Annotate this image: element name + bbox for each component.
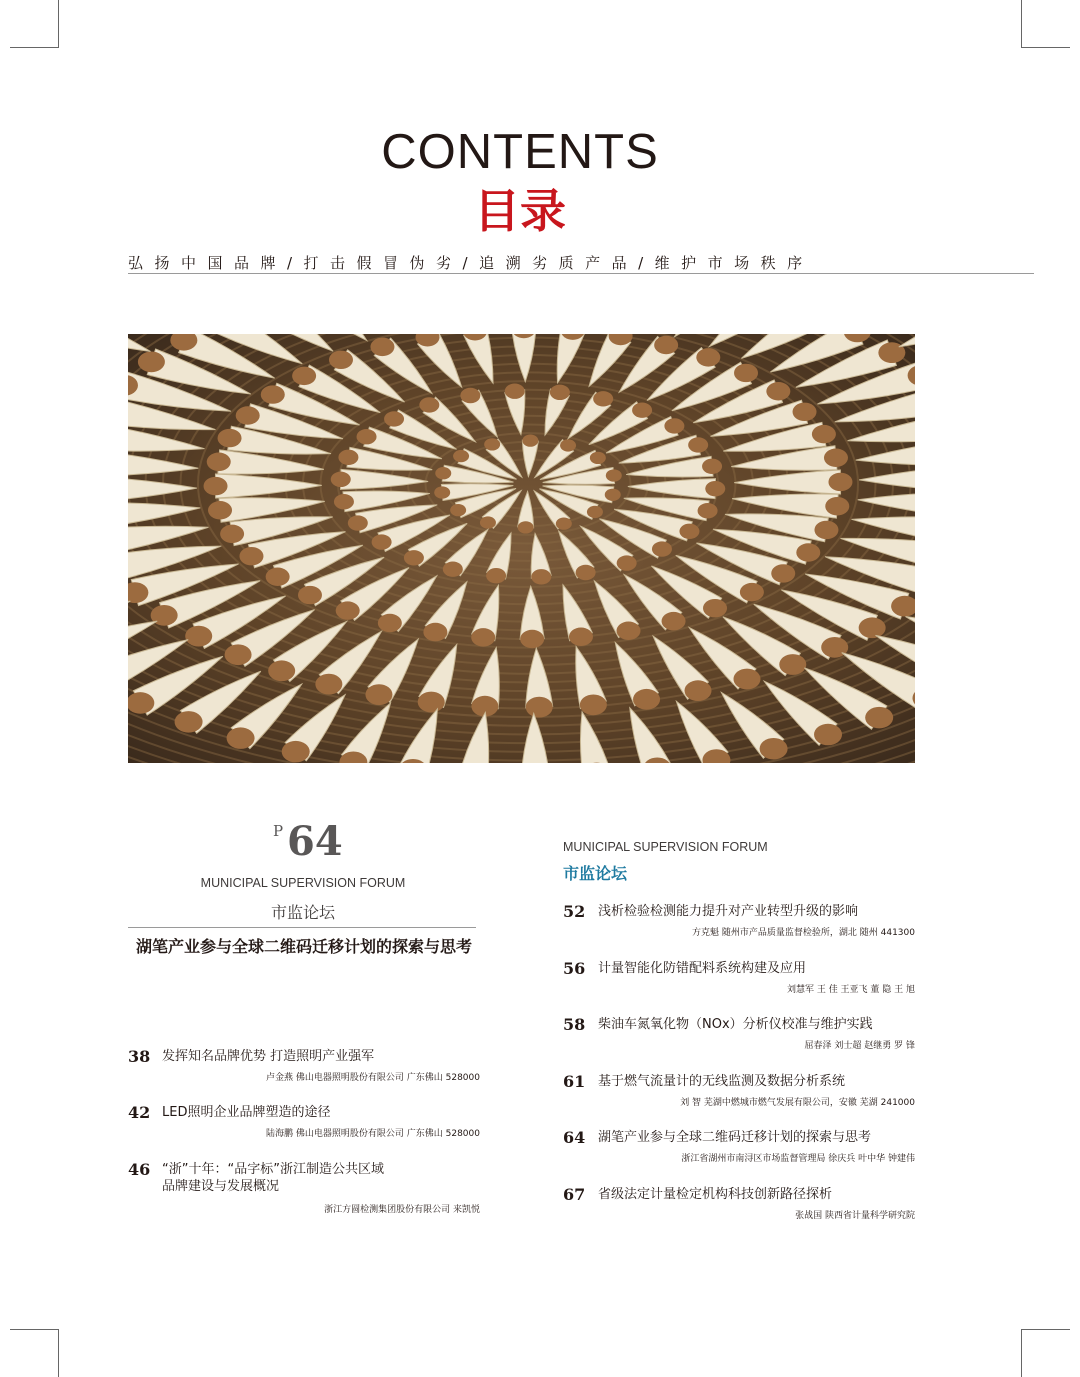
toc-title: 省级法定计量检定机构科技创新路径探析 [598,1187,833,1202]
toc-title: “浙”十年：“品字标”浙江制造公共区域 [162,1162,384,1177]
toc-title: 基于燃气流量计的无线监测及数据分析系统 [598,1074,846,1089]
page-title-cn: 目录 [474,184,566,238]
cover-photo [128,334,915,763]
toc-page-number: 61 [563,1072,586,1091]
toc-page-number: 52 [563,902,586,921]
toc-author: 张战国 陕西省计量科学研究院 [795,1211,915,1221]
toc-page-number: 64 [563,1128,586,1147]
toc-entry[interactable] [128,1047,480,1087]
feature-section-cn: 市监论坛 [270,903,335,922]
toc-entry[interactable] [563,1185,915,1225]
toc-entry[interactable] [128,1103,480,1143]
toc-entry[interactable] [563,1128,915,1168]
toc-entry[interactable] [563,902,915,942]
divider [128,927,476,928]
toc-author: 方克魁 随州市产品质量监督检验所，湖北 随州 441300 [692,928,915,938]
toc-title-line2: 品牌建设与发展概况 [162,1179,280,1194]
toc-author: 浙江省湖州市南浔区市场监督管理局 徐庆兵 叶中华 钟建伟 [681,1154,915,1164]
toc-author: 刘 智 芜湖中燃城市燃气发展有限公司，安徽 芜湖 241000 [680,1098,915,1108]
toc-entry[interactable] [563,1015,915,1055]
brush-tips-illustration [128,334,915,763]
toc-author: 浙江方圆检测集团股份有限公司 来凯悦 [324,1205,480,1215]
divider [128,273,1034,274]
crop-mark [58,1329,59,1377]
crop-mark [1021,1329,1022,1377]
toc-page-number: 38 [128,1047,151,1066]
toc-title: 湖笔产业参与全球二维码迁移计划的探索与思考 [598,1130,872,1145]
toc-author: 屈春泽 刘士超 赵继勇 罗 锋 [804,1041,915,1051]
toc-page-number: 58 [563,1015,586,1034]
toc-title: 计量智能化防错配料系统构建及应用 [598,961,807,976]
feature-page-prefix: P [273,822,284,840]
toc-entry[interactable] [563,959,915,999]
page-title-en: CONTENTS [381,125,659,179]
slogan: 弘扬中国品牌/打击假冒伪劣/追溯劣质产品/维护市场秩序 [128,254,814,272]
feature-title: 湖笔产业参与全球二维码迁移计划的探索与思考 [135,937,472,956]
feature-section-en: MUNICIPAL SUPERVISION FORUM [200,876,406,890]
crop-mark [1022,1329,1070,1330]
toc-page-number: 42 [128,1103,151,1122]
toc-entry[interactable] [563,1072,915,1112]
toc-author: 刘慧军 王 佳 王亚飞 董 隐 王 旭 [786,985,915,995]
toc-title: 柴油车氮氧化物（NOx）分析仪校准与维护实践 [598,1017,873,1032]
toc-page-number: 67 [563,1185,586,1204]
toc-title: 浅析检验检测能力提升对产业转型升级的影响 [598,904,859,919]
crop-mark [1021,0,1022,48]
section-heading-cn: 市监论坛 [563,864,628,883]
crop-mark [58,0,59,48]
section-heading-en: MUNICIPAL SUPERVISION FORUM [563,840,768,854]
toc-title: LED照明企业品牌塑造的途径 [162,1105,331,1120]
toc-author: 陆海鹏 佛山电器照明股份有限公司 广东佛山 528000 [266,1129,480,1139]
toc-author: 卢金燕 佛山电器照明股份有限公司 广东佛山 528000 [266,1073,480,1083]
crop-mark [10,47,58,48]
toc-page-number: 46 [128,1160,151,1179]
toc-title: 发挥知名品牌优势 打造照明产业强军 [162,1049,375,1064]
crop-mark [1022,47,1070,48]
toc-page-number: 56 [563,959,586,978]
crop-mark [10,1329,58,1330]
toc-entry[interactable] [128,1160,480,1216]
feature-page-number: 64 [287,818,343,865]
